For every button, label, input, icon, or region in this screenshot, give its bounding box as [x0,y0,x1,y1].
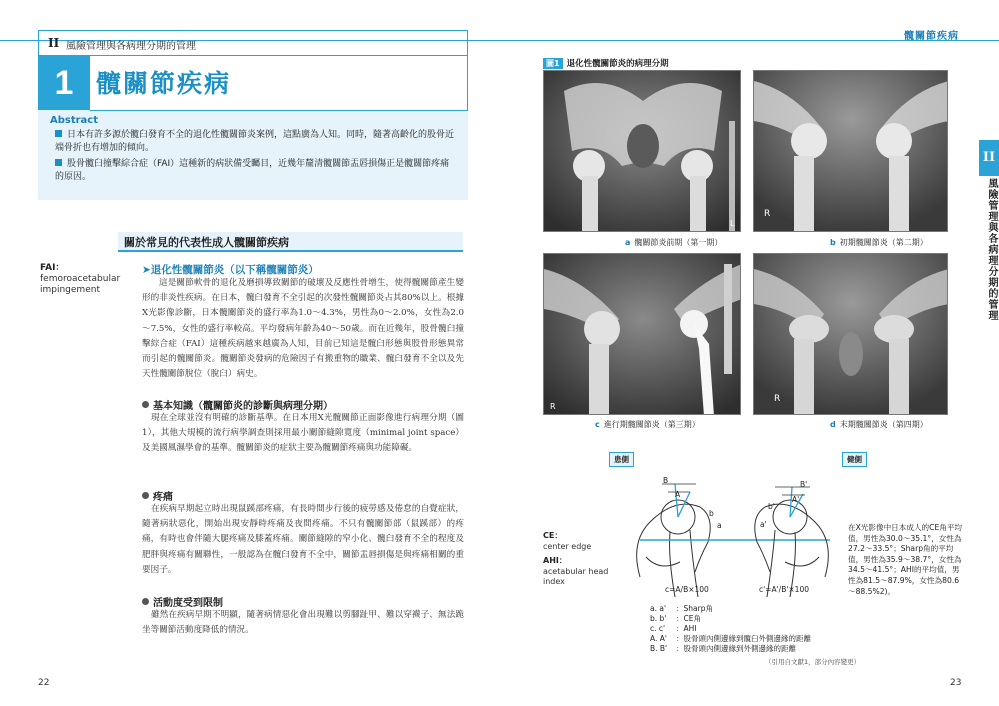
side-tab-text: 風險管理與各病理分期的管理 [986,178,997,321]
diagram-label-b: b [709,509,714,518]
bullet-heading: 疼痛 [142,488,173,503]
xray-panel-d [753,253,948,415]
diagram-label-a: a [717,521,722,530]
diagram-label-A-prime: A' [792,495,800,504]
affected-side-tag: 患側 [609,452,634,467]
legend-row: c. c' ：AHI [650,624,697,633]
reference-note: （引用自文獻1，部分內容變更） [765,658,861,666]
side-marker: L [730,219,735,228]
bullet-dot-icon [142,492,149,499]
xray-panel-a [543,70,741,232]
diagram-label-b-prime: b' [768,502,775,511]
bullet-heading: 活動度受到限制 [142,594,223,609]
bullet-dot-icon [142,401,149,408]
hip-xray-image [754,254,948,415]
abstract-item: 日本有許多源於髖臼發育不全的退化性髖關節炎案例，這點廣為人知。同時，隨著高齡化的股骨近端骨折也有增加的傾向。 [55,130,455,153]
body-paragraph: 在疾病早期起立時出現鼠蹊部疼痛，有長時間步行後的疲勞感及倦怠的自覺症狀，隨著病狀惡化，開始出現安靜時疼痛及夜間疼痛。不只有髖關節部（鼠蹊部）的疼痛，有時也會伴隨大腿疼痛及膝蓋疼痛。關節縫隙的窄小化、髖臼發育不全的程度及肥胖與疼痛有關聯性，一般認為在髖臼發育不全中，關節盂唇損傷是與疼痛相關的重要因子。 [142,504,464,575]
legend-row: A. A' ：股骨頭內側邊緣到髖臼外側邊緣的距離 [650,634,811,643]
figure-caption-a: a 髖關節炎前期（第一期） [625,238,723,247]
pelvis-xray-image [544,71,741,232]
formula-left: c=A/B×100 [665,585,709,594]
side-term-ce: CE： center edge AHI： acetabular head index [543,531,609,586]
body-paragraph: 現在全球並沒有明確的診斷基準。在日本用X光髖關節正面影像進行病理分期（圖1），其他大規模的流行病學調查則採用最小關節縫隙寬度（minimal joint space）及美國風濕學會的基準。髖關節炎的症狀主要為髖關節疼痛與功能障礙。 [142,413,464,454]
body-paragraph: 雖然在疾病早期不明顯，隨著病情惡化會出現難以剪腳趾甲、難以穿襪子、無法跪坐等關節活動度降低的情況。 [142,610,464,636]
abstract-item: 股骨髖臼撞擊綜合症（FAI）這種新的病狀備受矚目，近幾年釐清髖關節盂唇損傷正是髖關節疼痛的原因。 [55,159,450,182]
figure-label: 圖1 退化性髖關節炎的病理分期 [543,57,669,69]
healthy-side-tag: 健側 [842,452,867,467]
section-number: 1 [38,56,90,110]
side-tab: II [979,140,999,176]
legend-row: B. B' ：股骨頭內側邊緣到外側邊緣的距離 [650,644,796,653]
running-header-right: 髖關節疾病 [904,31,959,42]
abstract-label: Abstract [50,115,99,126]
section-heading: 關於常見的代表性成人髖關節疾病 [124,236,289,249]
figure-caption-d: d 末期髖關節炎（第四期） [830,420,928,429]
side-term-fai: FAI： femoroacetabular impingement [40,263,121,295]
page-title: 髖關節疾病 [96,69,232,98]
hip-xray-image [544,254,741,415]
hip-angle-diagram [620,462,845,602]
xray-panel-c [543,253,741,415]
xray-panel-b [753,70,948,232]
square-bullet-icon [55,130,62,137]
abstract-box [38,110,468,200]
chapter-roman-numeral: II [48,36,60,50]
square-bullet-icon [55,159,62,166]
hip-xray-image [754,71,948,232]
side-marker: R [774,394,781,404]
side-marker: R [550,402,556,411]
page-number-right: 23 [950,678,962,688]
diagram-label-B: B [663,476,669,485]
page-number-left: 22 [38,678,50,688]
body-paragraph: 這是關節軟骨的退化及磨損導致關節的破壞及反應性骨增生，使得髖關節產生變形的非炎性疾病。在日本，髖臼發育不全引起的次發性髖關節炎占其80%以上。根據X光影像診斷，日本髖關節炎的盛行率為1.0～4.3%，男性為0～2.0%，女性為2.0～7.5%，女性的盛行率較高。平均發病年齡為40～50歲。而在近幾年，股骨髖臼撞擊綜合症（FAI）這種疾病越來越廣為人知，目前已知這是髖臼形態與股骨形態異常而引起的髖關節炎。髖關節炎發病的危險因子有搬重物的職業、髖臼發育不全以及先天性髖關節脫位（脫臼）病史。 [142,278,464,380]
measurement-note: 在X光影像中日本成人的CE角平均值，男性為30.0～35.1°，女性為27.2～33.5°；Sharp角的平均值，男性為35.9～38.7°，女性為34.5～41.5°；AHI的平均值，男性為81.5～87.9%，女性為80.6～88.5%2)。 [848,523,963,596]
diagram-label-B-prime: B' [800,480,808,489]
subsection-heading: ➤退化性髖關節炎（以下稱髖關節炎） [142,264,319,276]
diagram-label-a-prime: a' [760,520,767,529]
bullet-dot-icon [142,598,149,605]
diagram-label-A: A [675,490,681,499]
legend-row: a. a' ：Sharp角 [650,604,713,613]
figure-caption-b: b 初期髖關節炎（第二期） [830,238,928,247]
chapter-title: 風險管理與各病理分期的管理 [66,41,196,52]
diagram-legend [650,604,811,654]
formula-right: c'=A'/B'×100 [759,585,809,594]
side-marker: R [764,209,771,219]
title-rule [90,110,468,111]
bullet-heading: 基本知識（髖關節炎的診斷與病理分期） [142,397,333,412]
figure-caption-c: c 進行期髖關節炎（第三期） [595,420,700,429]
legend-row: b. b' ：CE角 [650,614,701,623]
